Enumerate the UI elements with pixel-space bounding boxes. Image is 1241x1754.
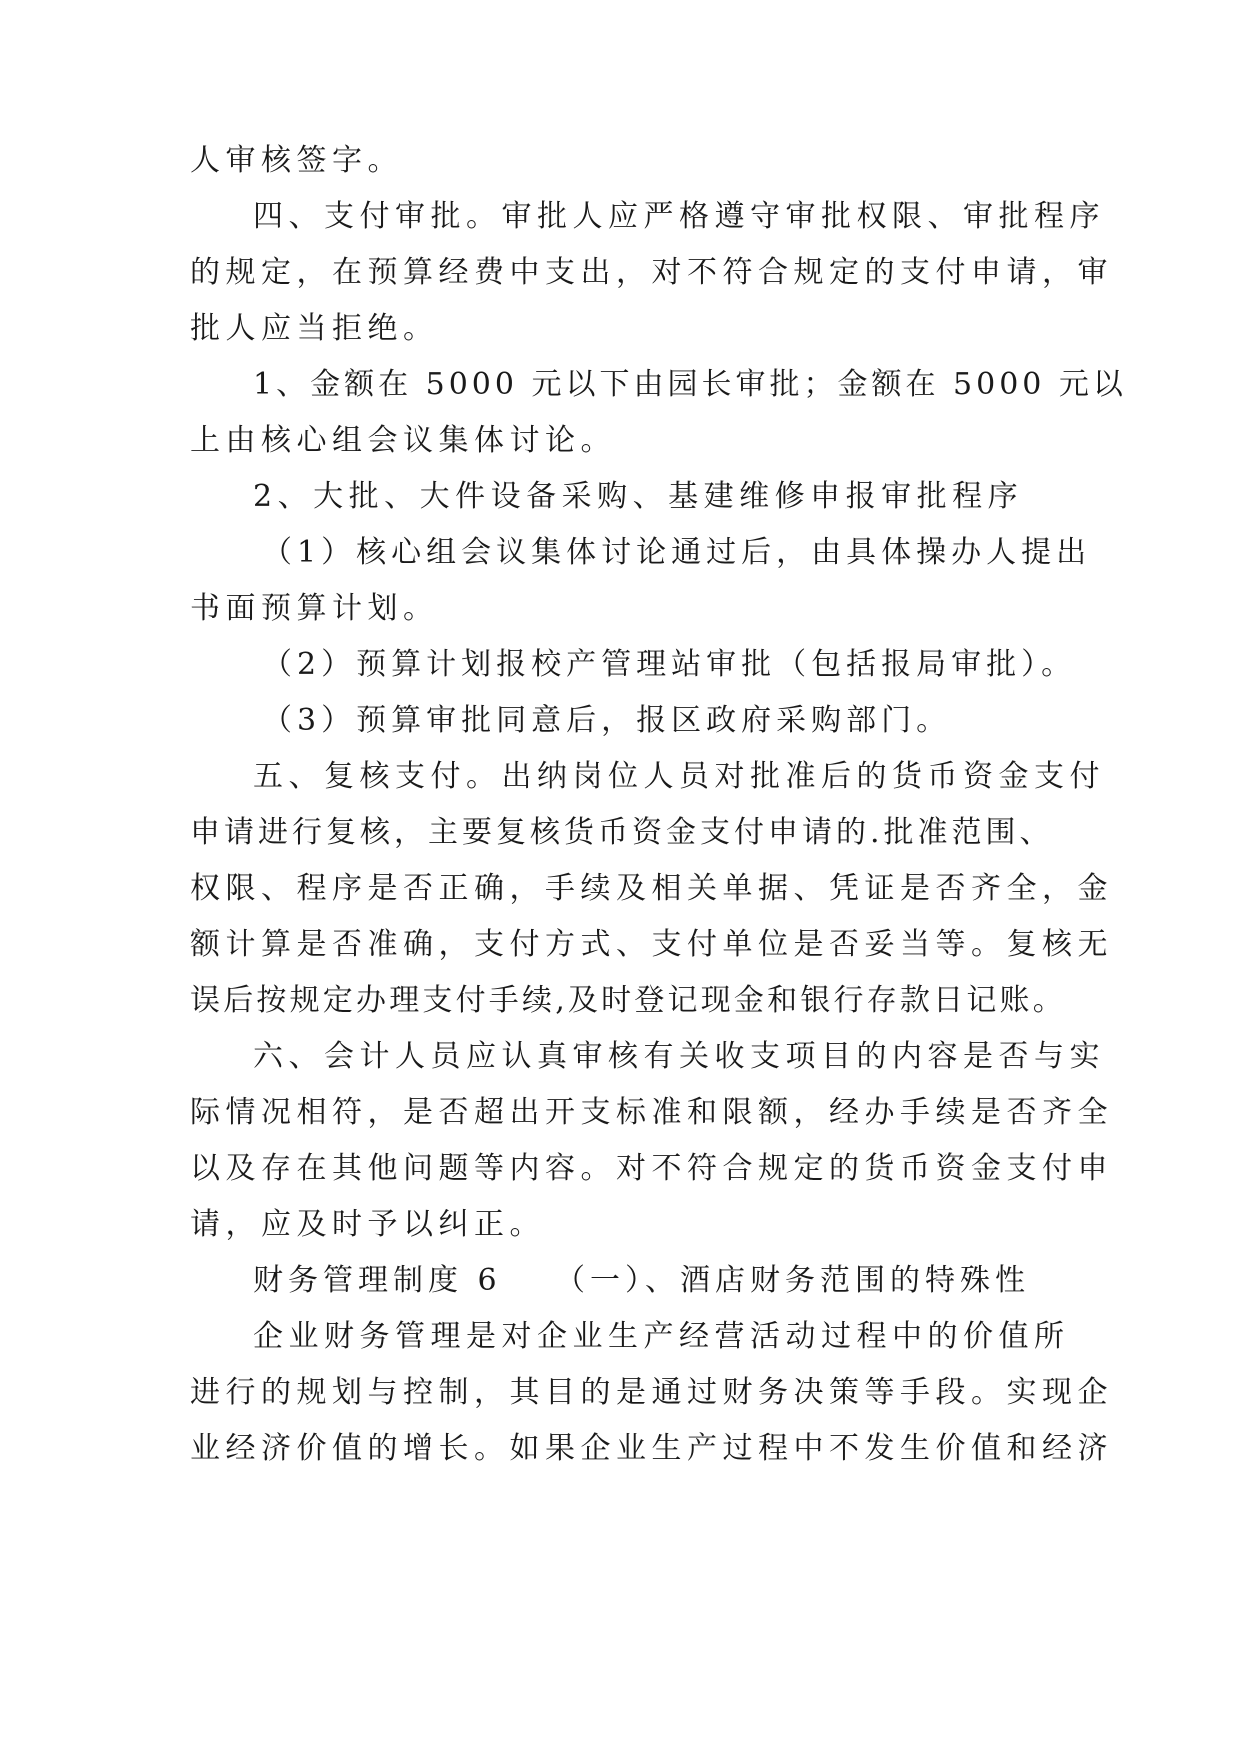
text-line: 以及存在其他问题等内容。对不符合规定的货币资金支付申 [190,1151,1113,1186]
section-heading-right: （一）、酒店财务范围的特殊性 [555,1263,1030,1298]
text-line: 进行的规划与控制，其目的是通过财务决策等手段。实现企 [190,1375,1113,1410]
text-line: 上由核心组会议集体讨论。 [190,423,616,458]
text-line: 申请进行复核，主要复核货币资金支付申请的.批准范围、 [190,815,1054,850]
text-line: 额计算是否准确，支付方式、支付单位是否妥当等。复核无 [190,927,1113,962]
text-line: 2、大批、大件设备采购、基建维修申报审批程序 [253,479,1024,514]
text-line: 际情况相符，是否超出开支标准和限额，经办手续是否齐全 [190,1095,1113,1130]
text-line: 误后按规定办理支付手续,及时登记现金和银行存款日记账。 [190,983,1066,1018]
text-line: 企业财务管理是对企业生产经营活动过程中的价值所 [253,1319,1070,1354]
text-line: （2）预算计划报校产管理站审批（包括报局审批）。 [262,647,1077,682]
text-line: 的规定，在预算经费中支出，对不符合规定的支付申请，审 [190,255,1113,290]
text-line: （3）预算审批同意后，报区政府采购部门。 [262,703,952,738]
text-line: 权限、程序是否正确，手续及相关单据、凭证是否齐全，金 [190,871,1113,906]
section-heading [253,1261,1030,1301]
text-line: 四、支付审批。审批人应严格遵守审批权限、审批程序 [253,199,1105,234]
text-line: 书面预算计划。 [190,591,439,626]
text-line: 1、金额在 5000 元以下由园长审批；金额在 5000 元以 [253,367,1127,402]
text-line: 请，应及时予以纠正。 [190,1207,545,1242]
text-line: （1）核心组会议集体讨论通过后，由具体操办人提出 [262,535,1092,570]
text-line: 批人应当拒绝。 [190,311,439,346]
text-line: 五、复核支付。出纳岗位人员对批准后的货币资金支付 [253,759,1105,794]
section-heading-left: 财务管理制度 6 [253,1263,502,1298]
text-line: 人审核签字。 [190,143,403,178]
text-line: 六、会计人员应认真审核有关收支项目的内容是否与实 [253,1039,1105,1074]
text-line: 业经济价值的增长。如果企业生产过程中不发生价值和经济 [190,1431,1113,1466]
